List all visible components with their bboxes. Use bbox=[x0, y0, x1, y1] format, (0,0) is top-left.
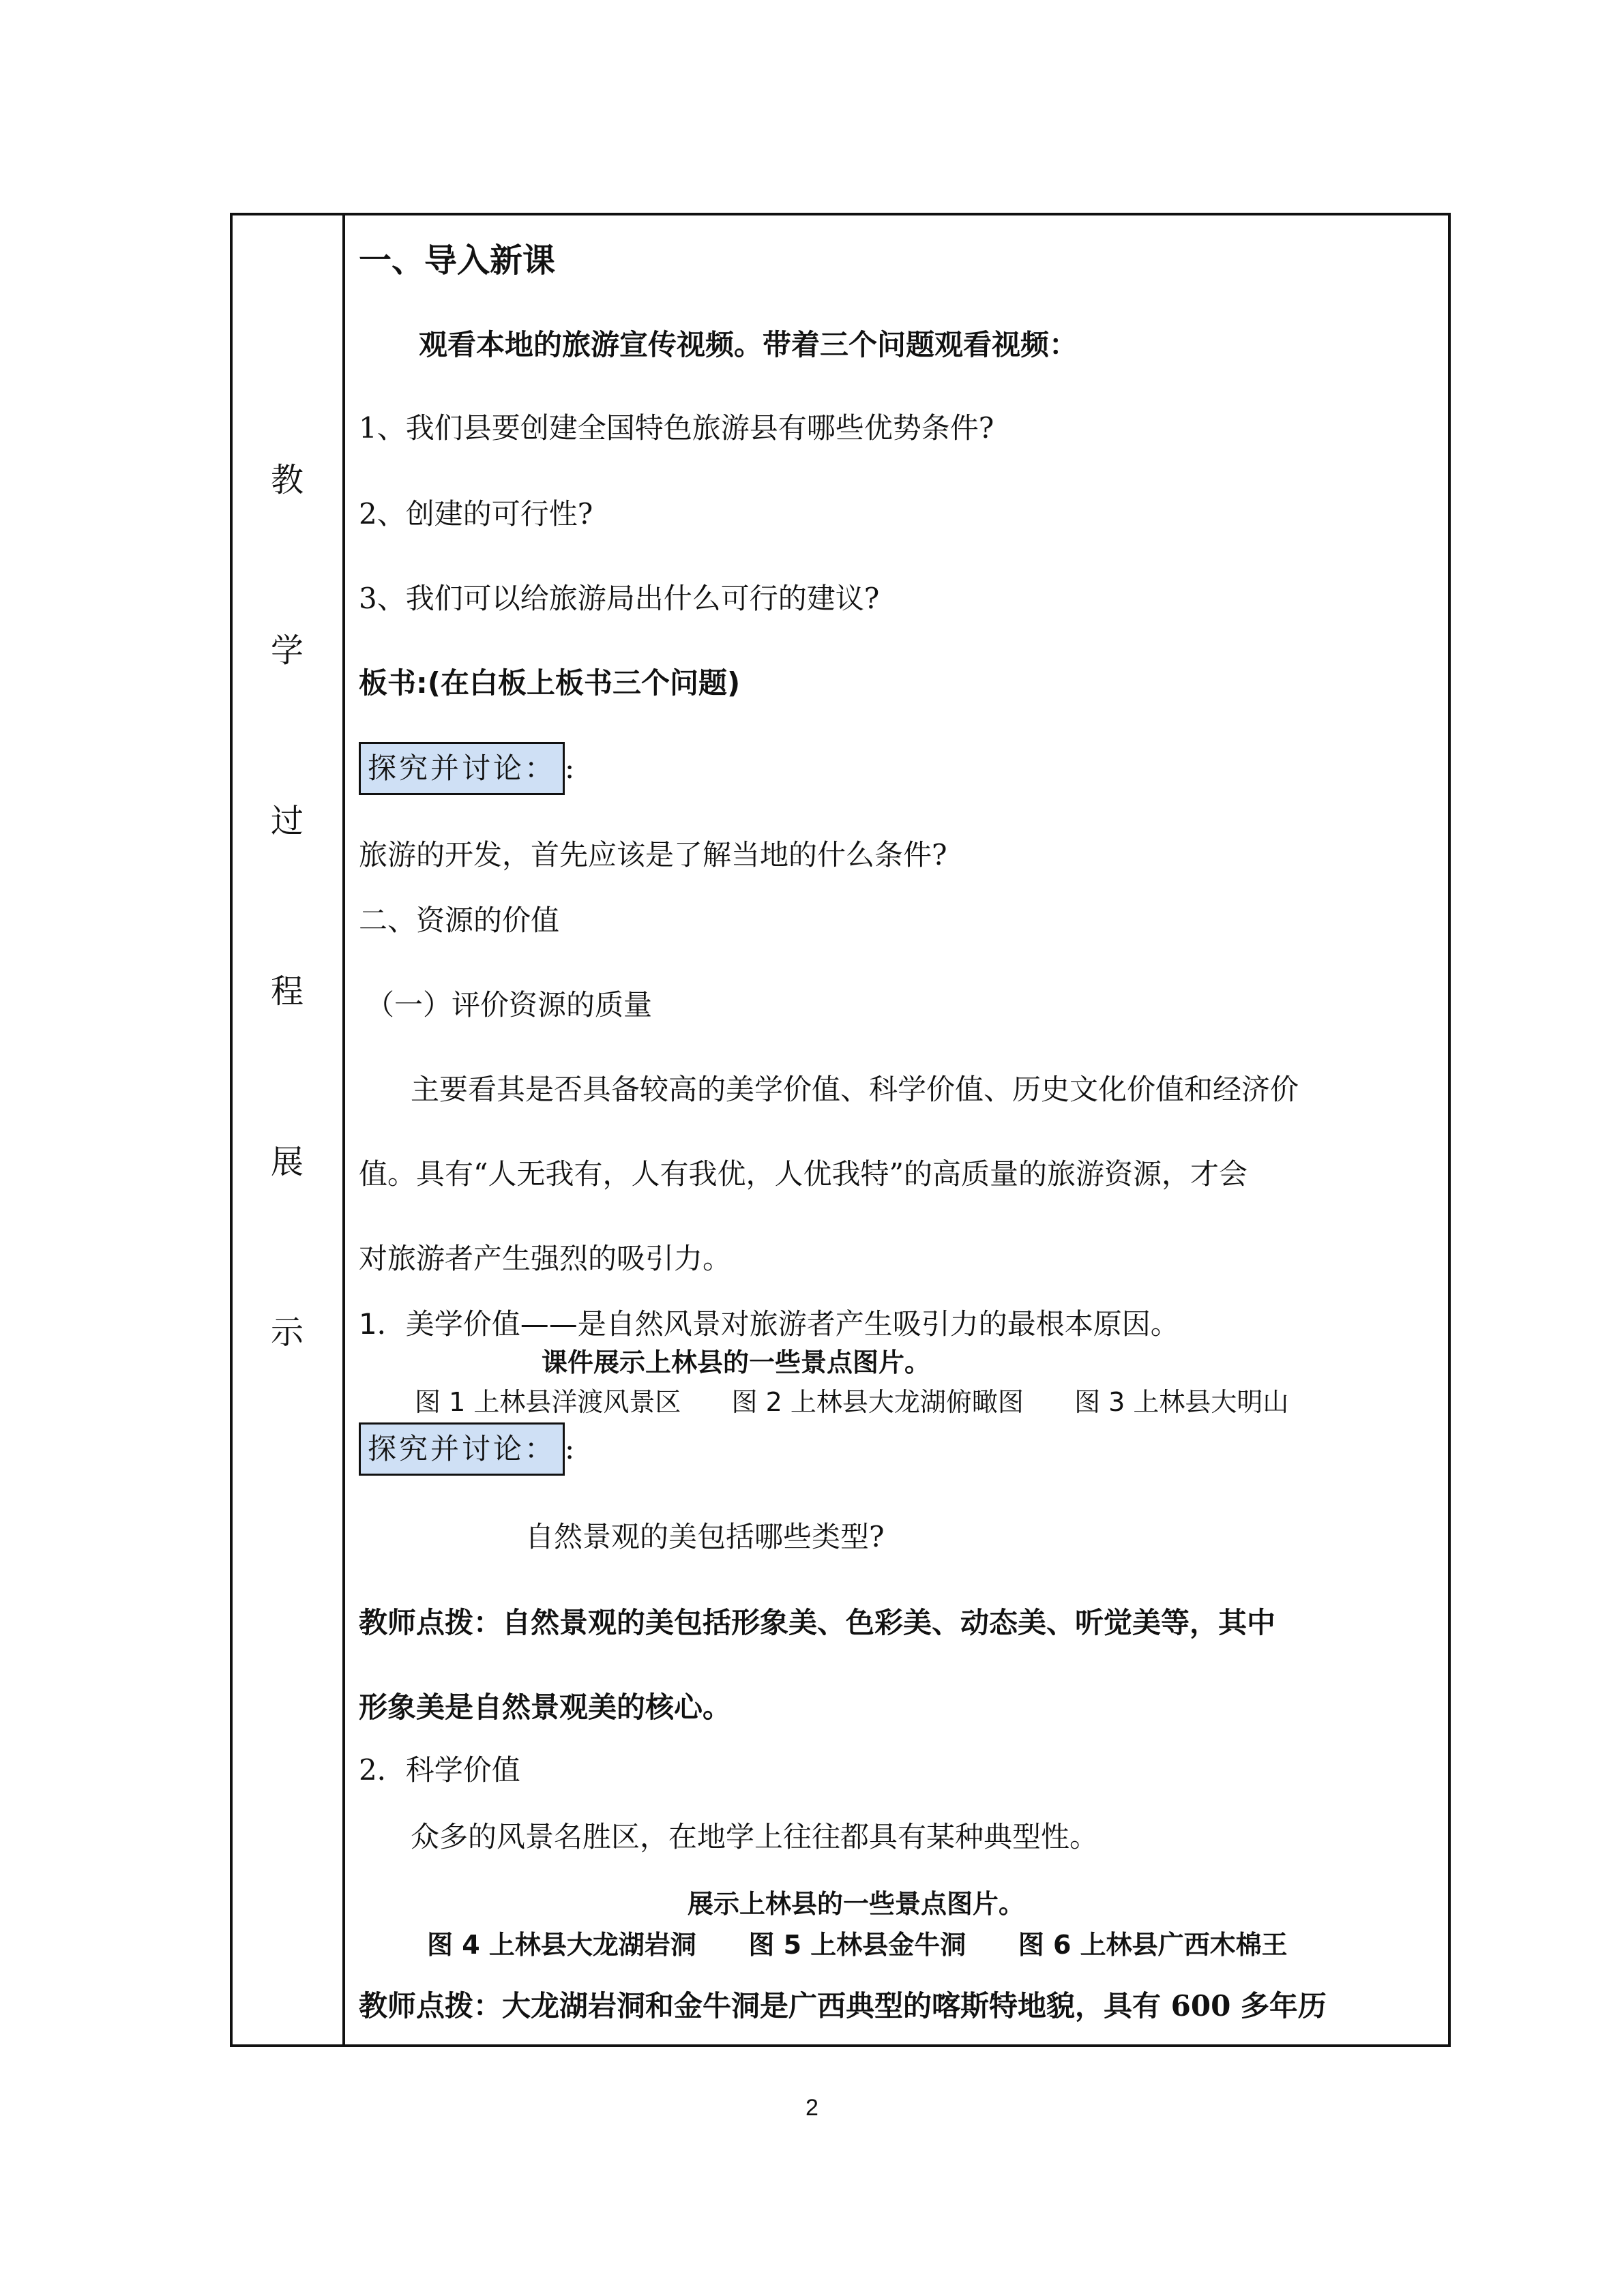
discussion-colon: : bbox=[565, 751, 575, 785]
lesson-table bbox=[230, 213, 1451, 2047]
question-2: 2、创建的可行性? bbox=[359, 497, 593, 531]
section-label-char: 教 bbox=[270, 461, 304, 499]
figure-caption: 图 5 上林县金牛洞 bbox=[748, 1930, 966, 1960]
section-label-char: 展 bbox=[270, 1143, 304, 1181]
courseware-note: 课件展示上林县的一些景点图片。 bbox=[542, 1347, 931, 1377]
figure-caption: 图 1 上林县洋渡风景区 bbox=[415, 1387, 681, 1417]
section-label-char: 示 bbox=[270, 1313, 304, 1352]
figure-caption: 图 2 上林县大龙湖俯瞰图 bbox=[731, 1387, 1024, 1417]
figure-caption: 图 3 上林县大明山 bbox=[1074, 1387, 1289, 1417]
discussion-prompt-1 bbox=[359, 742, 574, 795]
teacher-note-line: 形象美是自然景观美的核心。 bbox=[359, 1690, 732, 1724]
question-3: 3、我们可以给旅游局出什么可行的建议? bbox=[359, 582, 880, 615]
paragraph-line: 对旅游者产生强烈的吸引力。 bbox=[359, 1242, 732, 1275]
development-question: 旅游的开发，首先应该是了解当地的什么条件? bbox=[359, 838, 947, 871]
discussion-prompt-2 bbox=[359, 1422, 574, 1476]
heading-resource-value: 二、资源的价值 bbox=[359, 904, 560, 937]
column-divider bbox=[342, 215, 345, 2044]
board-note: 板书:(在白板上板书三个问题) bbox=[359, 666, 741, 700]
teacher-note-line: 教师点拨：自然景观的美包括形象美、色彩美、动态美、听觉美等，其中 bbox=[359, 1606, 1276, 1639]
item-aesthetic-value: 1．美学价值——是自然风景对旅游者产生吸引力的最根本原因。 bbox=[359, 1307, 1179, 1341]
discussion-colon: : bbox=[565, 1432, 575, 1465]
discussion-label: 探究并讨论： bbox=[359, 742, 565, 795]
paragraph-line: 值。具有“人无我有，人有我优，人优我特”的高质量的旅游资源，才会 bbox=[359, 1157, 1247, 1191]
show-pictures-note: 展示上林县的一些景点图片。 bbox=[688, 1889, 1025, 1919]
page-number: 2 bbox=[806, 2095, 818, 2121]
figure-captions-row-2 bbox=[427, 1924, 1288, 1965]
heading-intro: 一、导入新课 bbox=[359, 241, 556, 280]
discussion-label: 探究并讨论： bbox=[359, 1422, 565, 1476]
paragraph-line: 主要看其是否具备较高的美学价值、科学价值、历史文化价值和经济价 bbox=[411, 1073, 1299, 1106]
item-scientific-value: 2．科学价值 bbox=[359, 1753, 520, 1787]
figure-captions-row-1 bbox=[415, 1382, 1288, 1422]
science-text: 众多的风景名胜区，在地学上往往都具有某种典型性。 bbox=[411, 1820, 1099, 1853]
subheading-quality: （一）评价资源的质量 bbox=[366, 988, 653, 1022]
teacher-note-line: 教师点拨：大龙湖岩洞和金牛洞是广西典型的喀斯特地貌，具有 600 多年历 bbox=[359, 1989, 1327, 2023]
landscape-question: 自然景观的美包括哪些类型? bbox=[525, 1520, 885, 1553]
section-label-char: 过 bbox=[270, 802, 304, 840]
section-label-char: 学 bbox=[270, 631, 304, 670]
question-1: 1、我们县要创建全国特色旅游县有哪些优势条件? bbox=[359, 411, 994, 445]
section-label-char: 程 bbox=[270, 972, 304, 1011]
figure-caption: 图 4 上林县大龙湖岩洞 bbox=[427, 1930, 696, 1960]
figure-caption: 图 6 上林县广西木棉王 bbox=[1018, 1930, 1288, 1960]
intro-text: 观看本地的旅游宣传视频。带着三个问题观看视频： bbox=[419, 328, 1078, 361]
